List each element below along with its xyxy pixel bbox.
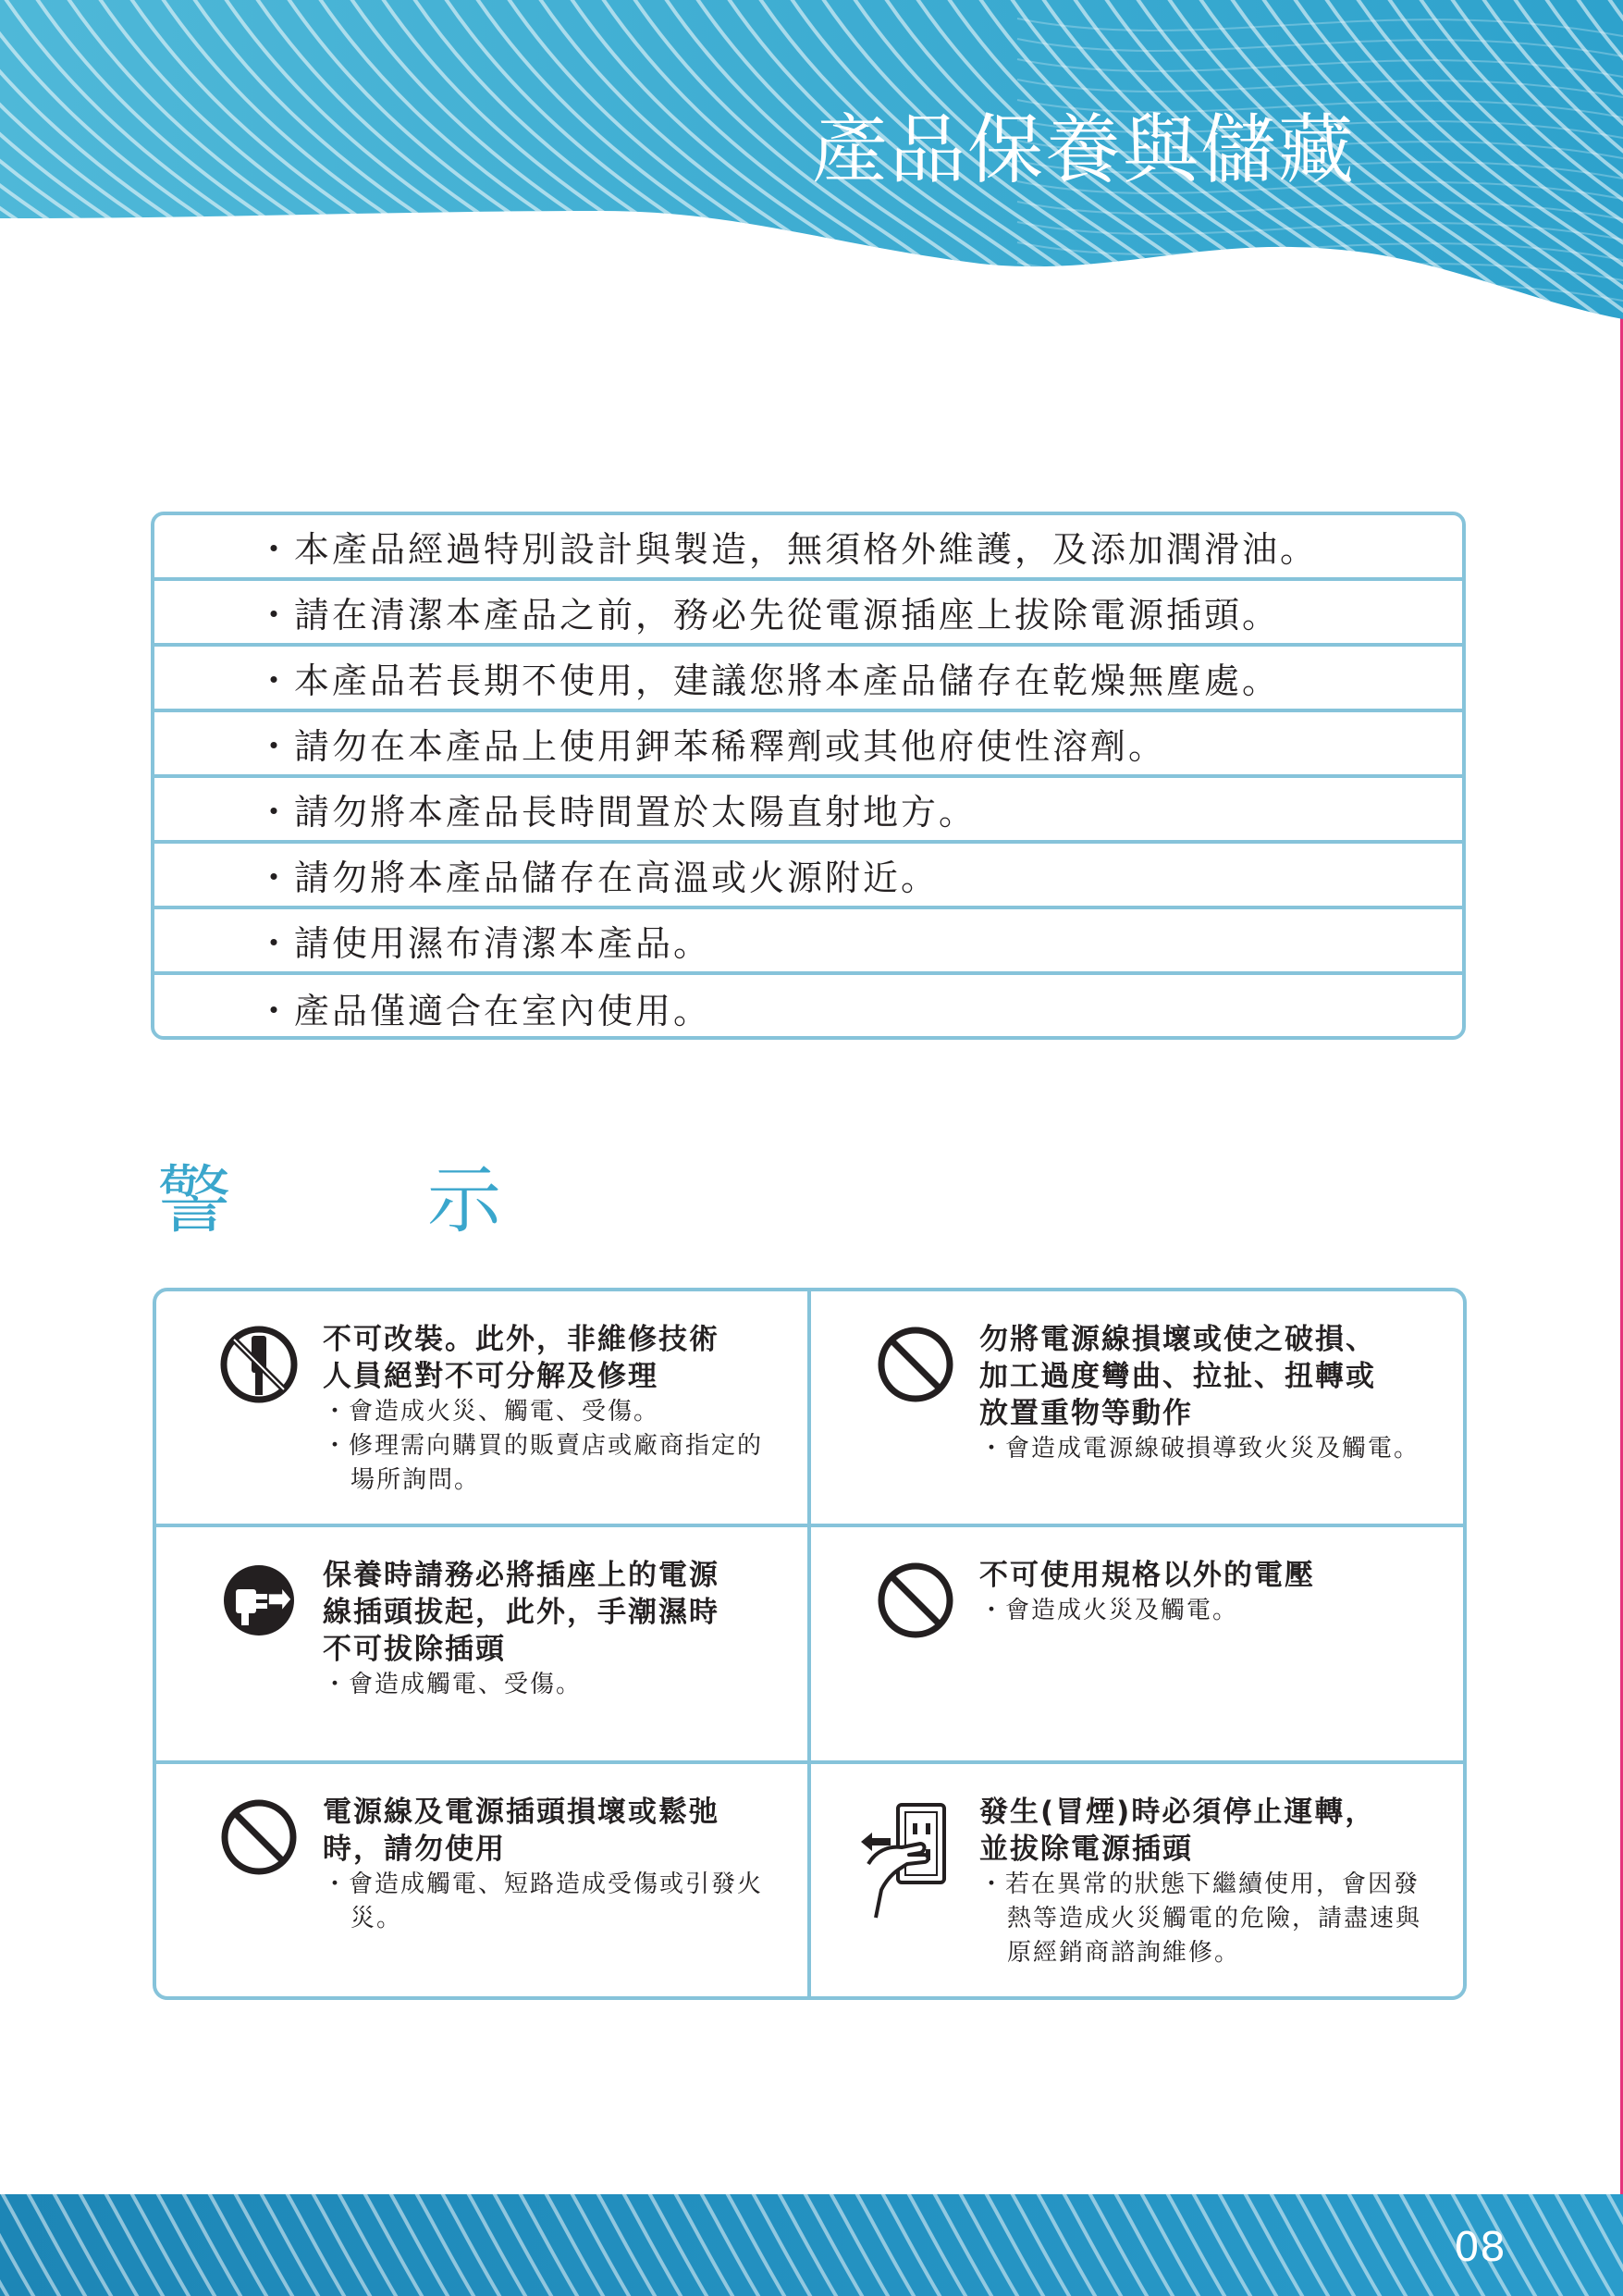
care-item: ・本產品經過特別設計與製造，無須格外維護，及添加潤滑油。 xyxy=(154,515,1462,581)
care-item: ・產品僅適合在室內使用。 xyxy=(256,991,712,1031)
care-item: ・請勿將本產品儲存在高溫或火源附近。 xyxy=(154,844,1462,909)
warning-title-line: 放置重物等動作 xyxy=(979,1397,1193,1430)
warning-cell-voltage xyxy=(811,1527,1463,1764)
footer-wave-graphic xyxy=(0,2194,1623,2296)
warning-title-line: 人員絕對不可分解及修理 xyxy=(323,1360,658,1393)
warning-title-line: 保養時請務必將插座上的電源 xyxy=(323,1559,719,1592)
prohibition-icon xyxy=(874,1559,957,1642)
warning-title xyxy=(323,1794,776,1868)
warning-title-line: 發生(冒煙)時必須停止運轉， xyxy=(979,1796,1376,1829)
warning-bullet: ・會造成電源線破損導致火災及觸電。 xyxy=(979,1435,1420,1463)
unplug-icon xyxy=(217,1559,301,1642)
care-item: ・請勿將本產品長時間置於太陽直射地方。 xyxy=(154,778,1462,844)
warning-title-line: 時，請勿使用 xyxy=(323,1833,506,1866)
warning-title xyxy=(323,1321,776,1395)
warning-title-line: 不可拔除插頭 xyxy=(323,1633,506,1666)
warning-heading-char-2: 示 xyxy=(427,1157,501,1243)
warning-cell-damaged-cord xyxy=(156,1764,811,1996)
warning-title xyxy=(979,1321,1432,1432)
warning-title-line: 線插頭拔起，此外，手潮濕時 xyxy=(323,1596,719,1629)
page-number: 08 xyxy=(1454,2224,1506,2271)
warning-title-line: 電源線及電源插頭損壞或鬆弛 xyxy=(323,1796,719,1829)
warning-cell-unplug xyxy=(156,1527,811,1764)
care-list xyxy=(151,512,1466,1040)
warning-bullet: ・若在異常的狀態下繼續使用，會因發熱等造成火災觸電的危險，請盡速與原經銷商諮詢維修。 xyxy=(979,1870,1422,1967)
header-banner xyxy=(0,0,1623,342)
warning-grid xyxy=(153,1288,1467,2000)
care-item: ・本產品若長期不使用，建議您將本產品儲存在乾燥無塵處。 xyxy=(154,647,1462,712)
no-disassembly-icon xyxy=(217,1323,301,1406)
warning-bullet: ・會造成火災、觸電、受傷。 xyxy=(323,1398,660,1426)
page-title: 產品保養與儲藏 xyxy=(812,106,1357,194)
warning-title-line: 不可使用規格以外的電壓 xyxy=(979,1559,1315,1592)
care-item: ・請使用濕布清潔本產品。 xyxy=(154,909,1462,975)
pull-plug-icon xyxy=(859,1797,963,1923)
warning-title-line: 不可改裝。此外，非維修技術 xyxy=(323,1323,719,1356)
warning-cell-no-modify xyxy=(156,1291,811,1527)
warning-bullet: ・會造成火災及觸電。 xyxy=(979,1597,1239,1624)
warning-cell-smoke xyxy=(811,1764,1463,1996)
prohibition-icon xyxy=(874,1323,957,1406)
warning-title xyxy=(979,1557,1432,1594)
prohibition-icon xyxy=(217,1796,301,1879)
warning-title-line: 加工過度彎曲、拉扯、扭轉或 xyxy=(979,1360,1376,1393)
warning-title xyxy=(979,1794,1434,1868)
warning-title-line: 並拔除電源插頭 xyxy=(979,1833,1193,1866)
warning-title-line: 勿將電源線損壞或使之破損、 xyxy=(979,1323,1376,1356)
warning-title xyxy=(323,1557,776,1668)
footer-band xyxy=(0,2194,1623,2296)
care-item: ・請在清潔本產品之前，務必先從電源插座上拔除電源插頭。 xyxy=(154,581,1462,647)
warning-bullet: ・修理需向購買的販賣店或廠商指定的場所詢問。 xyxy=(323,1432,764,1494)
warning-bullet: ・會造成觸電、受傷。 xyxy=(323,1671,583,1698)
care-item: ・請勿在本產品上使用鉀苯稀釋劑或其他府使性溶劑。 xyxy=(154,712,1462,778)
warning-bullet: ・會造成觸電、短路造成受傷或引發火災。 xyxy=(323,1870,764,1932)
warning-cell-power-cord xyxy=(811,1291,1463,1527)
warning-heading-char-1: 警 xyxy=(157,1157,231,1243)
